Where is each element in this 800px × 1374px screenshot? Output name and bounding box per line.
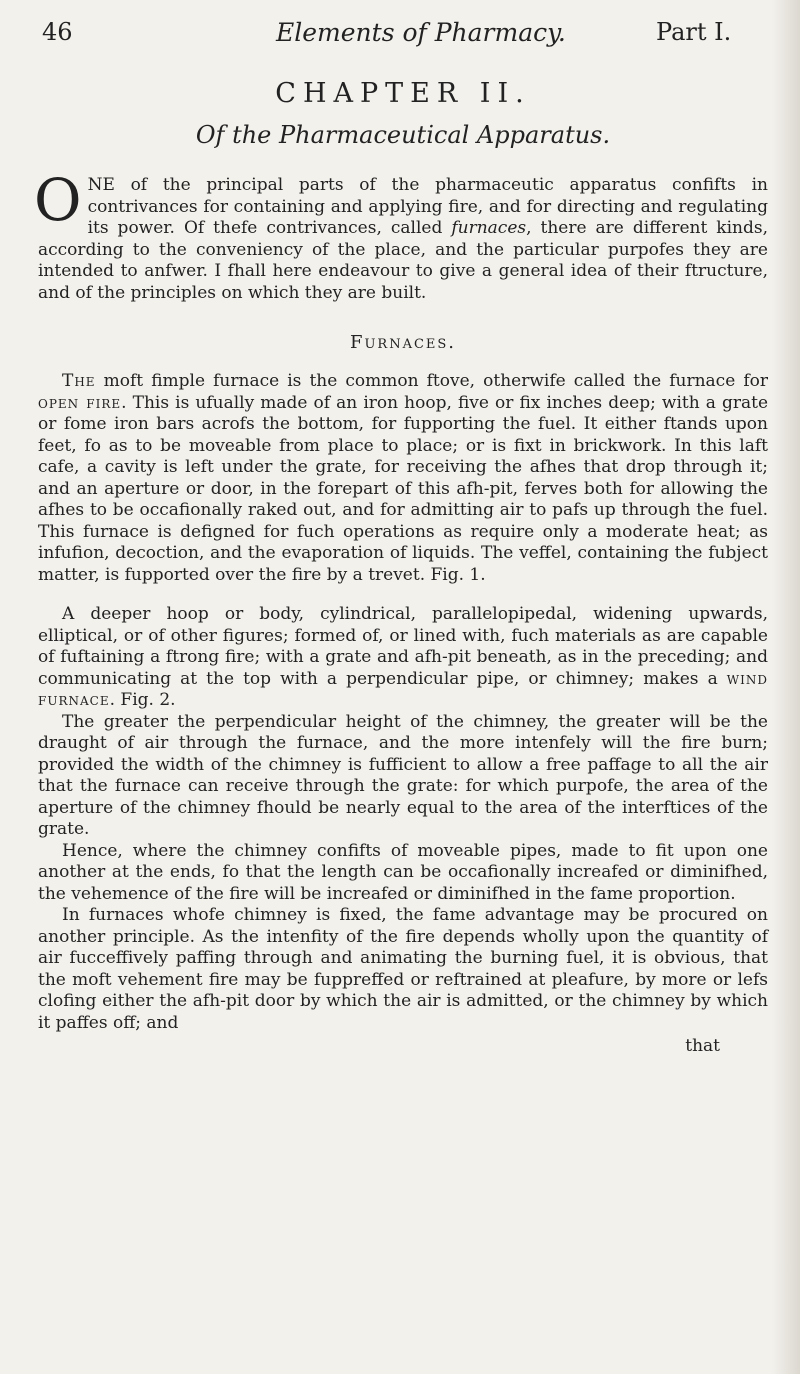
intro-first-word: NE [87,175,115,195]
wind-furnace-term: wind furnace [38,668,768,710]
open-fire-term: open fire [38,392,122,413]
paragraph-fixed-chimney: In furnaces whofe chimney is fixed, the fame advantage may be procured on another principle. As the intenfity of the fire depends wholly upon the quantity of air fucceffively paffing through and animating the burning fuel, it is obvious, that the moft vehement fire may be fuppreffed or reftrained at pleafure, by more or lefs clofing either the afh-pit door by which the air is admitted, or the chimney by which it paffes off; and [38,905,768,1033]
running-head [38,14,768,54]
page-number: 46 [42,18,73,46]
paragraph-wind-furnace [38,604,768,712]
para1-lead: The [62,371,96,391]
chapter-heading: CHAPTER II. [275,78,531,109]
drop-cap: O [34,166,82,234]
furnaces-term: furnaces [451,218,527,238]
paragraph-moveable-pipes: Hence, where the chimney confifts of moveable pipes, made to fit upon one another at the ends, fo that the length can be occafionally increafed or diminifhed, the vehemence of the fire will be increafed or diminifhed in the fame proportion. [38,840,768,904]
part-label: Part I. [656,18,732,46]
running-title: Elements of Pharmacy. [276,18,566,47]
section-heading: Furnaces. [349,332,457,353]
book-page [34,14,769,1056]
intro-text-a: of the principal parts of the pharmaceutic apparatus confifts in contrivances for containing and applying fire, and for directing and regulating its power. Of thefe contrivances, called [87,175,768,238]
page-edge-shadow [772,0,800,1374]
para2-text-a: A deeper hoop or body, cylindrical, parallelopipedal, widening upwards, elliptical, or of other figures; formed of, or lined with, fuch materials as are capable of fuftaining a ftrong fire; with a grate and afh-pit beneath, as in the preceding; and communicating at the top with a perpendicular pipe, or chimney; makes a [38,604,768,689]
para2-text-b: . Fig. 2. [109,690,176,710]
paragraph-open-fire [38,371,768,586]
paragraph-chimney-height: The greater the perpendicular height of the chimney, the greater will be the draught of air through the furnace, and the more intenfely will the fire burn; provided the width of the chimney is fufficient to allow a free paffage to all the air that the furnace can receive through the grate: for which purpofe, the area of the aperture of the chimney fhould be nearly equal to the area of the interftices of the grate. [38,711,768,839]
chapter-subtitle: Of the Pharmaceutical Apparatus. [195,121,611,149]
catchword: that [685,1036,720,1056]
para1-text-a: moft fimple furnace is the common ftove, otherwife called the furnace for [95,371,768,391]
para1-text-b: . This is ufually made of an iron hoop, five or fix inches deep; with a grate or fome iron bars acrofs the bottom, for fupporting the fuel. It either ftands upon feet, fo as to be moveable from place to place; or is fixt in brickwork. In this laft cafe, a cavity is left under the grate, for receiving the afhes that drop through it; and an aperture or door, in the forepart of this afh-pit, ferves both for allowing the afhes to be occafionally raked out, and for admitting air to pafs up through the fuel. This furnace is defigned for fuch operations as require only a moderate heat; as infufion, decoction, and the evaporation of liquids. The veffel, containing the fubject matter, is fupported over the fire by a trevet. Fig. 1. [38,392,769,585]
intro-paragraph [34,166,768,304]
intro-text-b: , there are different kinds, according to the conveniency of the place, and the particular purpofes they are intended to anfwer. I fhall here endeavour to give a general idea of their ftructure, and of the principles on which they are built. [38,218,768,303]
